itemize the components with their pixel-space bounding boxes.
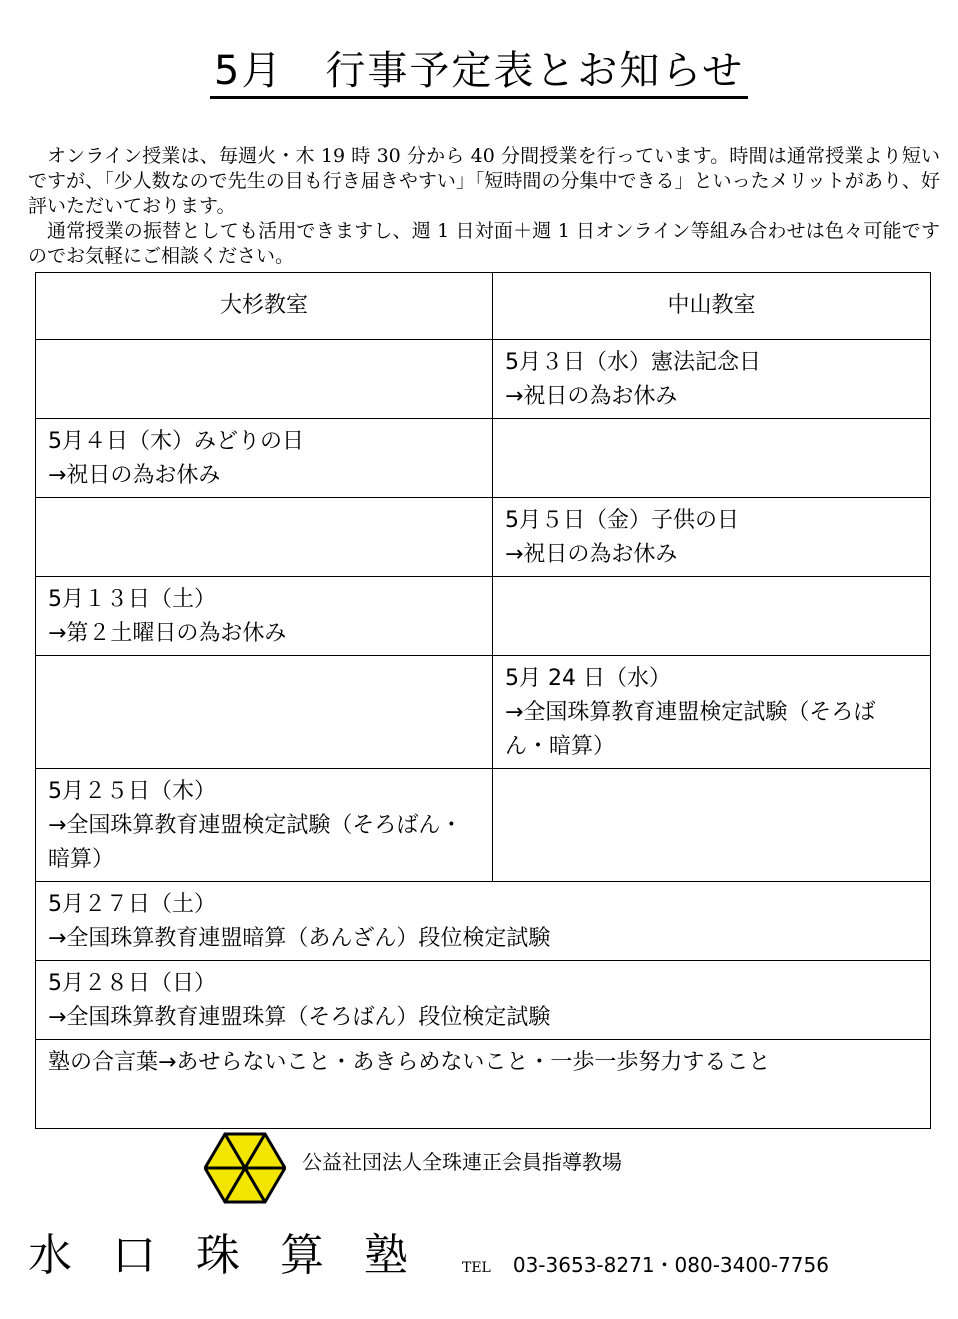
table-row bbox=[36, 340, 931, 419]
cell-note: →全国珠算教育連盟暗算（あんざん）段位検定試験 bbox=[48, 926, 551, 951]
intro-text bbox=[28, 144, 940, 269]
cell-right bbox=[493, 656, 931, 769]
cell-note: →第２土曜日の為お休み bbox=[48, 621, 287, 646]
cell-right bbox=[493, 498, 931, 577]
tel-numbers: 03-3653-8271・080-3400-7756 bbox=[512, 1253, 829, 1277]
organization-name: 公益社団法人全珠連正会員指導教場 bbox=[302, 1150, 622, 1174]
cell-date: 5月５日（金）子供の日 bbox=[505, 508, 739, 533]
motto-row bbox=[36, 1040, 931, 1129]
cell-note: →祝日の為お休み bbox=[48, 463, 221, 488]
page-title-wrap bbox=[0, 46, 958, 99]
cell-left bbox=[36, 498, 493, 577]
table-row bbox=[36, 656, 931, 769]
header-oosugi: 大杉教室 bbox=[36, 273, 493, 340]
schedule-table bbox=[35, 272, 931, 1129]
cell-note: →全国珠算教育連盟珠算（そろばん）段位検定試験 bbox=[48, 1005, 551, 1030]
table-row bbox=[36, 769, 931, 882]
cell-left bbox=[36, 340, 493, 419]
cell-left bbox=[36, 769, 493, 882]
cell-date: 5月３日（水）憲法記念日 bbox=[505, 350, 761, 375]
table-row bbox=[36, 577, 931, 656]
tel-label: TEL bbox=[462, 1260, 491, 1276]
page-title: 5月 行事予定表とお知らせ bbox=[210, 46, 748, 99]
telephone bbox=[462, 1252, 829, 1281]
cell-date: 5月２８日（日） bbox=[48, 971, 216, 996]
cell-left bbox=[36, 419, 493, 498]
cell-right bbox=[493, 340, 931, 419]
intro-paragraph-2: 通常授業の振替としても活用できますし、週 1 日対面＋週 1 日オンライン等組み合わせは色々可能ですのでお気軽にご相談ください。 bbox=[28, 220, 940, 267]
cell-note: →全国珠算教育連盟検定試験（そろばん・暗算） bbox=[48, 813, 463, 872]
cell-full bbox=[36, 882, 931, 961]
cell-right bbox=[493, 419, 931, 498]
cell-note: →全国珠算教育連盟検定試験（そろばん・暗算） bbox=[505, 700, 876, 759]
cell-full bbox=[36, 961, 931, 1040]
cell-note: →祝日の為お休み bbox=[505, 542, 678, 567]
motto-text: 塾の合言葉→あせらないこと・あきらめないこと・一歩一歩努力すること bbox=[48, 1050, 771, 1075]
cell-date: 5月２７日（土） bbox=[48, 892, 216, 917]
cell-left bbox=[36, 577, 493, 656]
cell-right bbox=[493, 577, 931, 656]
table-row bbox=[36, 419, 931, 498]
cell-left bbox=[36, 656, 493, 769]
cell-date: 5月 24 日（水） bbox=[505, 666, 671, 691]
cell-date: 5月１３日（土） bbox=[48, 587, 216, 612]
table-header-row bbox=[36, 273, 931, 340]
cell-right bbox=[493, 769, 931, 882]
school-name: 水口珠算塾 bbox=[28, 1230, 448, 1281]
table-row-full bbox=[36, 882, 931, 961]
zenshuren-logo-icon bbox=[204, 1132, 286, 1204]
table-row bbox=[36, 498, 931, 577]
cell-note: →祝日の為お休み bbox=[505, 384, 678, 409]
intro-paragraph-1: オンライン授業は、毎週火・木 19 時 30 分から 40 分間授業を行っています。時間は通常授業より短いですが、「少人数なので先生の目も行き届きやすい」「短時間の分集中できる」といったメリットがあり、好評いただいております。 bbox=[28, 145, 940, 217]
table-row-full bbox=[36, 961, 931, 1040]
cell-date: 5月２５日（木） bbox=[48, 779, 216, 804]
motto-cell bbox=[36, 1040, 931, 1129]
header-nakayama: 中山教室 bbox=[493, 273, 931, 340]
cell-date: 5月４日（木）みどりの日 bbox=[48, 429, 304, 454]
